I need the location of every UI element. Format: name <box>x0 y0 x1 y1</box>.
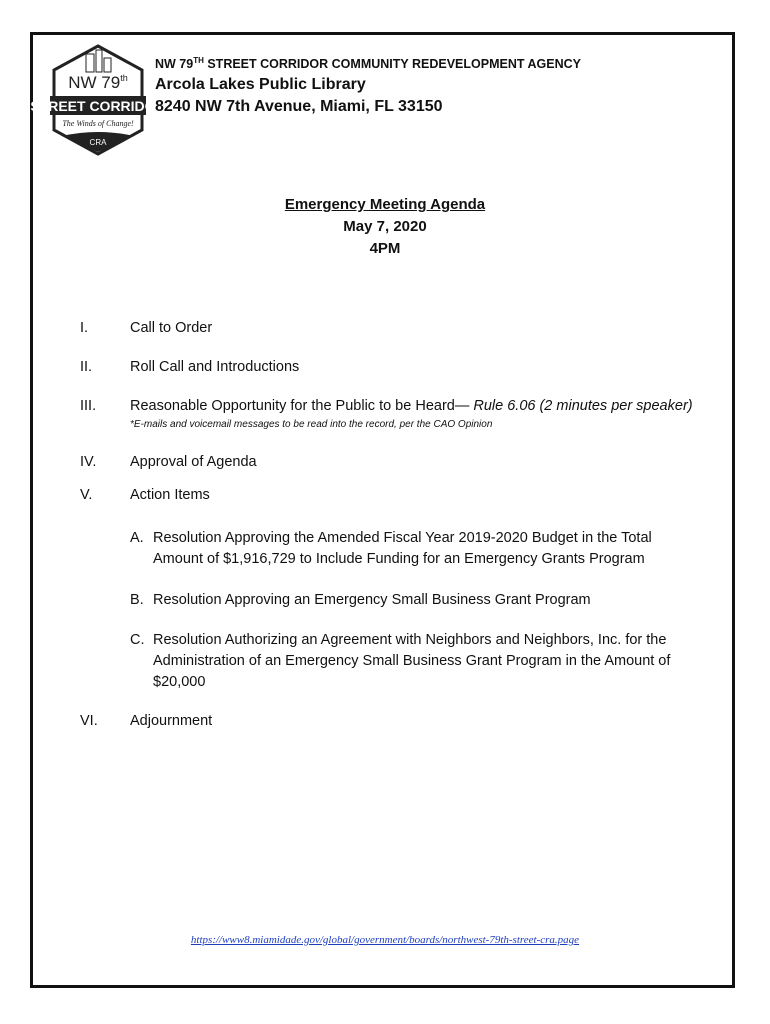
item-text: Action Items <box>130 487 210 503</box>
item-number: III. <box>80 398 97 414</box>
item-number: II. <box>80 359 93 375</box>
item-number: I. <box>80 320 89 336</box>
item-text: Adjournment <box>130 713 213 729</box>
item-number: VI. <box>80 713 98 729</box>
item-text: Resolution Approving an Emergency Small Business Grant Program <box>153 592 591 608</box>
meeting-time: 4PM <box>369 240 401 257</box>
agenda-title: Emergency Meeting Agenda <box>284 196 486 213</box>
meeting-date: May 7, 2020 <box>343 218 427 235</box>
venue-name: Arcola Lakes Public Library <box>155 76 366 93</box>
svg-text:NW 79th: NW 79th <box>68 73 128 92</box>
agency-name: NW 79TH STREET CORRIDOR COMMUNITY REDEVELOPMENT AGENCY <box>155 56 581 72</box>
item-letter: B. <box>130 592 144 608</box>
item-text: Resolution Authorizing an Agreement with Neighbors and Neighbors, Inc. for the Administration of an Emergency Small Business Grant Program in the Amount of $20,000 <box>153 632 671 690</box>
venue-address: 8240 NW 7th Avenue, Miami, FL 33150 <box>155 98 443 115</box>
public-comment-note: *E-mails and voicemail messages to be read into the record, per the CAO Opinion <box>130 419 493 430</box>
cra-logo <box>30 44 166 156</box>
item-number: IV. <box>80 454 97 470</box>
item-text: Reasonable Opportunity for the Public to be Heard— Rule 6.06 (2 minutes per speaker) <box>130 398 693 414</box>
item-text: Call to Order <box>130 320 213 336</box>
page-border <box>30 32 735 988</box>
svg-text:STREET CORRIDOR: STREET CORRIDOR <box>30 98 166 114</box>
svg-text:The Winds of Change!: The Winds of Change! <box>62 119 134 128</box>
svg-text:CRA: CRA <box>89 138 107 147</box>
item-text: Resolution Approving the Amended Fiscal Year 2019-2020 Budget in the Total Amount of $1,916,729 to Include Funding for an Emergency Grants Program <box>153 530 652 567</box>
item-letter: A. <box>130 530 144 546</box>
cra-website-link[interactable]: https://www8.miamidade.gov/global/government/boards/northwest-79th-street-cra.page <box>190 934 580 946</box>
item-number: V. <box>80 487 93 503</box>
item-letter: C. <box>130 632 145 648</box>
item-text: Approval of Agenda <box>130 454 257 470</box>
item-text: Roll Call and Introductions <box>130 359 300 375</box>
